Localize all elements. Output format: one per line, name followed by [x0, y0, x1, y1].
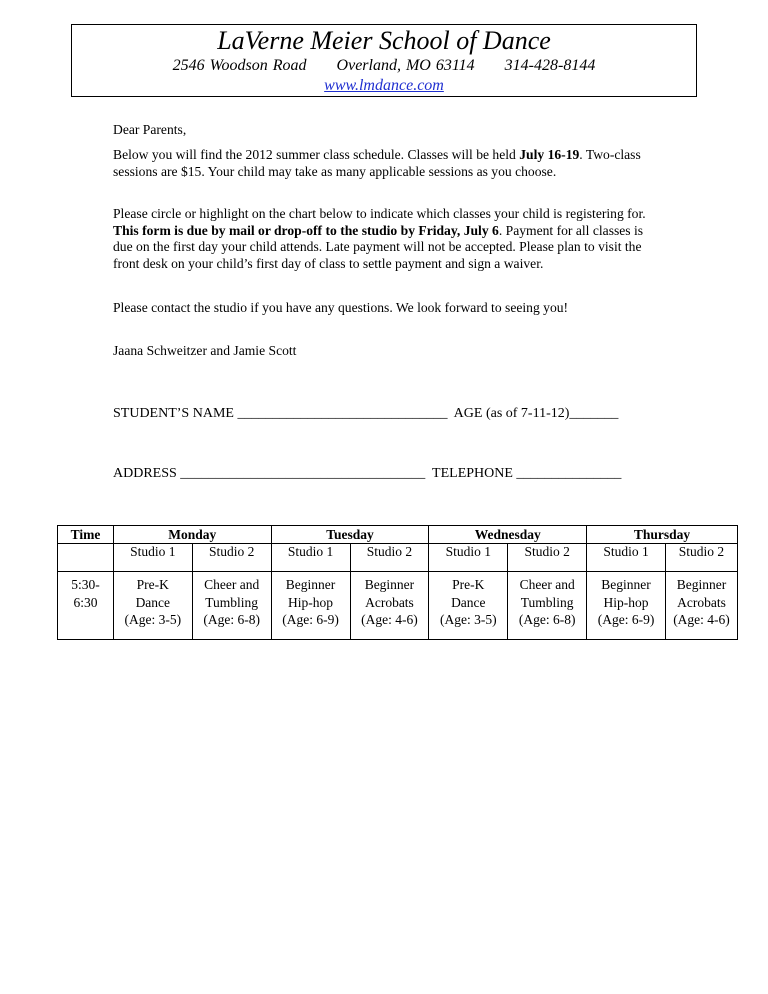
school-address — [72, 56, 696, 76]
letterhead — [71, 24, 697, 97]
class-age: (Age: 3-5) — [124, 612, 182, 627]
class-age: (Age: 6-9) — [597, 612, 655, 627]
paragraph-contact: Please contact the studio if you have any questions. We look forward to seeing you! — [113, 300, 569, 315]
class-style: Tumbling — [205, 594, 259, 610]
p1-text-end: . Two-class sessions are $15. Your child may take as many applicable sessions as you choose. — [113, 147, 641, 179]
class-level: Beginner — [364, 577, 415, 592]
class-dates: July 16-19 — [519, 147, 580, 162]
class-style: Tumbling — [520, 594, 574, 610]
empty-cell — [58, 544, 114, 572]
studio-header: Studio 1 — [113, 544, 192, 572]
address-telephone-field[interactable]: ADDRESS ___________________________________ TELEPHONE _______________ — [113, 466, 622, 481]
class-cell[interactable] — [192, 572, 271, 640]
p2-text: Please circle or highlight on the chart below to indicate which classes your child is registering for. — [113, 206, 646, 221]
greeting: Dear Parents, — [113, 122, 187, 137]
class-cell[interactable] — [113, 572, 192, 640]
class-level: Beginner — [601, 577, 651, 592]
studio-header: Studio 1 — [429, 544, 508, 572]
class-level: Pre-K — [136, 577, 169, 592]
website-link[interactable]: www.lmdance.com — [324, 77, 444, 94]
day-header-thursday: Thursday — [587, 526, 738, 544]
day-header-row — [58, 526, 738, 544]
class-style: Acrobats — [365, 594, 414, 610]
class-level: Beginner — [285, 577, 336, 592]
class-style: Acrobats — [677, 594, 726, 610]
time-start: 5:30- — [71, 577, 100, 592]
class-age: (Age: 6-8) — [518, 612, 576, 627]
p2-text-end: . Payment for all classes is due on the first day your child attends. Late payment will not be accepted. Please plan to visit the front desk on your child’s first day of class to settle payment and sign a waiver. — [113, 222, 644, 271]
day-header-wednesday: Wednesday — [429, 526, 587, 544]
phone-number: 314-428-8144 — [504, 57, 596, 74]
class-cell[interactable] — [587, 572, 666, 640]
class-cell[interactable] — [429, 572, 508, 640]
class-age: (Age: 3-5) — [440, 612, 497, 627]
studio-header: Studio 2 — [350, 544, 429, 572]
class-level: Cheer and — [204, 577, 260, 592]
class-level: Pre-K — [452, 577, 485, 592]
studio-header: Studio 2 — [666, 544, 738, 572]
class-age: (Age: 4-6) — [673, 612, 730, 627]
p1-text: Below you will find the 2012 summer class schedule. Classes will be held — [113, 147, 520, 162]
class-row — [58, 572, 738, 640]
street-address: 2546 Woodson Road — [172, 57, 307, 74]
student-name-age-field[interactable]: STUDENT’S NAME ______________________________ AGE (as of 7-11-12)_______ — [113, 406, 619, 421]
class-age: (Age: 4-6) — [361, 612, 418, 627]
class-cell[interactable] — [271, 572, 350, 640]
class-cell[interactable] — [508, 572, 587, 640]
due-date-notice: This form is due by mail or drop-off to the studio by Friday, July 6 — [113, 222, 499, 238]
class-style: Hip-hop — [288, 594, 334, 610]
studio-header: Studio 1 — [271, 544, 350, 572]
time-slot — [58, 572, 114, 640]
class-schedule-table — [57, 525, 738, 640]
class-cell[interactable] — [666, 572, 738, 640]
paragraph-registration — [113, 206, 658, 272]
class-age: (Age: 6-9) — [282, 612, 339, 627]
class-style: Dance — [451, 594, 486, 610]
class-level: Cheer and — [519, 577, 575, 592]
class-cell[interactable] — [350, 572, 429, 640]
day-header-monday: Monday — [113, 526, 271, 544]
studio-header: Studio 2 — [508, 544, 587, 572]
studio-header: Studio 2 — [192, 544, 271, 572]
time-header: Time — [58, 526, 114, 544]
paragraph-schedule-intro — [113, 147, 658, 180]
day-header-tuesday: Tuesday — [271, 526, 429, 544]
class-level: Beginner — [676, 577, 727, 592]
studio-header-row — [58, 544, 738, 572]
signature: Jaana Schweitzer and Jamie Scott — [113, 343, 297, 358]
studio-header: Studio 1 — [587, 544, 666, 572]
class-style: Hip-hop — [603, 594, 649, 610]
school-name: LaVerne Meier School of Dance — [217, 26, 551, 55]
city-state-zip: Overland, MO 63114 — [336, 57, 475, 74]
class-style: Dance — [135, 594, 171, 610]
time-end: 6:30 — [73, 594, 98, 610]
class-age: (Age: 6-8) — [203, 612, 260, 627]
